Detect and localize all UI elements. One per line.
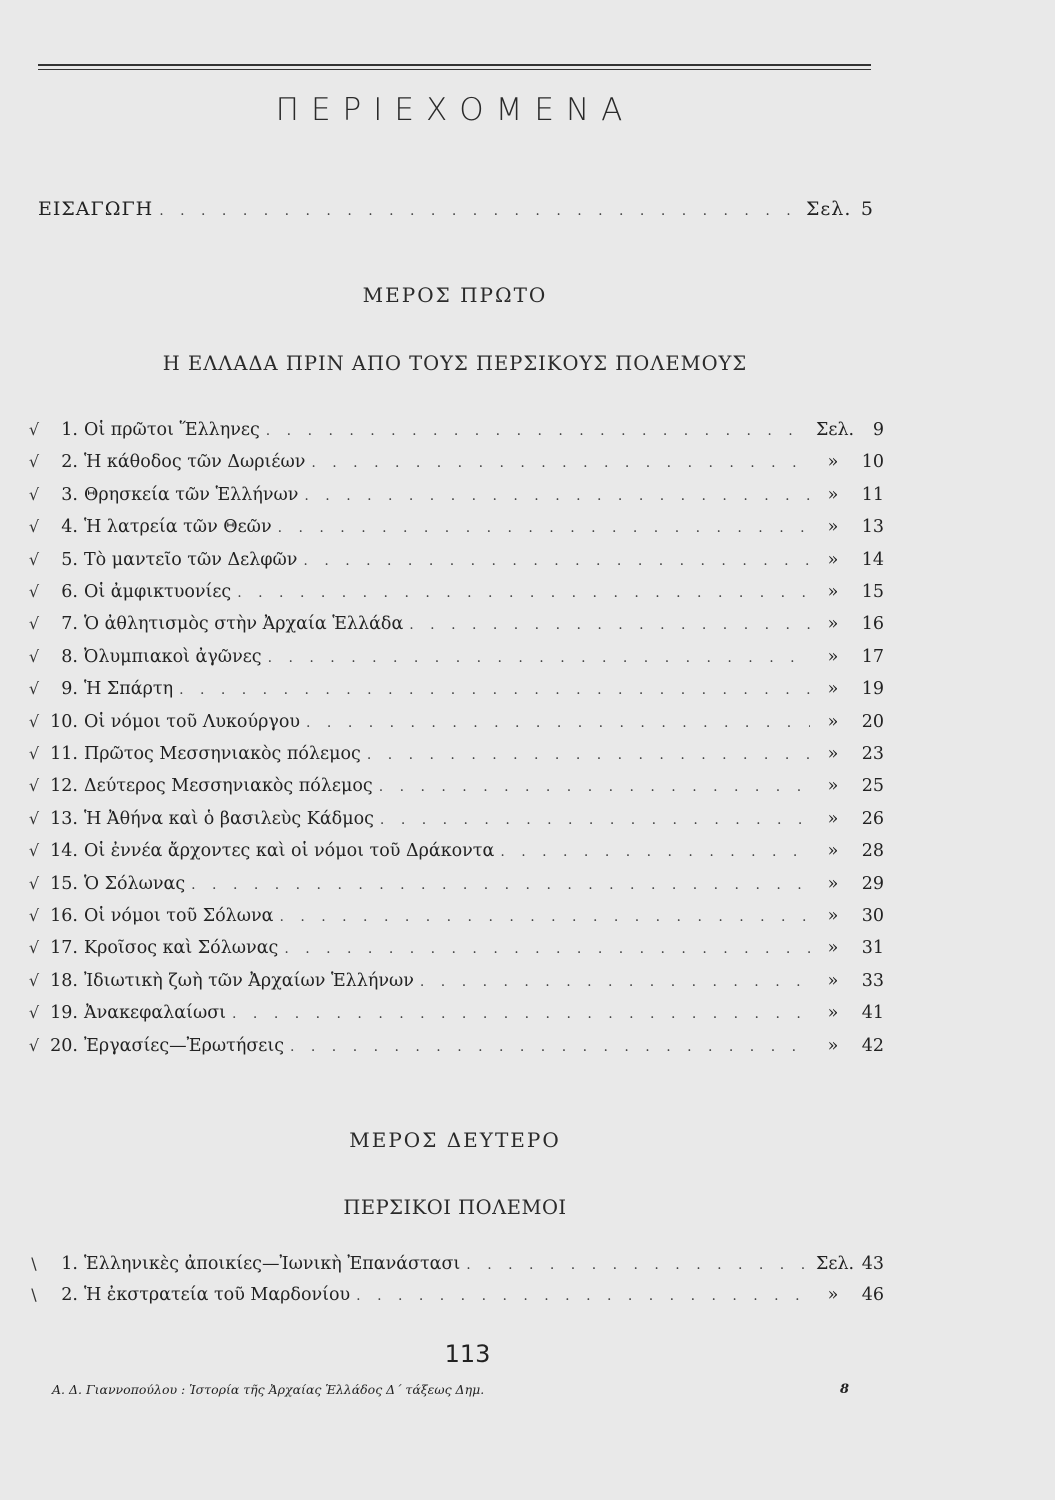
check-mark: √ [28, 582, 40, 601]
page-number-ref: 26 [861, 808, 884, 829]
toc-entry [20, 1036, 884, 1062]
page-prefix: » [827, 1285, 839, 1305]
check-mark: \ [31, 1285, 37, 1304]
top-rule-thin [38, 69, 871, 70]
entry-number: 1 . [48, 1254, 78, 1274]
intro-label: ΕΙΣΑΓΩΓΗ [38, 198, 154, 220]
page-number-ref: 43 [861, 1254, 884, 1274]
entry-number: 4 . [48, 517, 78, 537]
entry-number: 20 . [48, 1036, 78, 1056]
entry-number: 2 . [48, 452, 78, 472]
toc-entry [20, 485, 884, 511]
entry-title: Ὁ ἀθλητισμὸς στὴν Ἀρχαία Ἑλλάδα [84, 614, 404, 635]
page-number-ref: 29 [861, 873, 884, 894]
page-prefix: » [827, 614, 839, 635]
leader-dots [278, 520, 810, 536]
page-prefix: » [827, 711, 839, 732]
toc-entry [20, 614, 884, 640]
entry-title: Πρῶτος Μεσσηνιακὸς πόλεμος [84, 744, 361, 764]
entry-number: 6 . [48, 582, 78, 602]
check-mark: √ [28, 938, 40, 958]
page-number-ref: 31 [861, 938, 884, 959]
entry-title: Οἱ νόμοι τοῦ Σόλωνα [84, 906, 274, 926]
leader-dots [290, 1039, 810, 1055]
leader-dots [232, 1006, 810, 1022]
page-number-ref: 11 [861, 484, 884, 505]
page-prefix: » [827, 452, 839, 473]
entry-title: Ἡ λατρεία τῶν Θεῶν [84, 517, 272, 538]
page-number-ref: 13 [861, 517, 884, 538]
entry-number: 10 . [48, 712, 78, 732]
entry-title: Οἱ νόμοι τοῦ Λυκούργου [84, 711, 301, 732]
page-number-ref: 46 [861, 1285, 884, 1305]
entry-title: Ἑλληνικὲς ἀποικίες—Ἰωνικὴ Ἐπανάστασι [84, 1254, 461, 1274]
leader-dots [268, 650, 810, 666]
check-mark: √ [28, 970, 40, 990]
footer-citation: Α. Δ. Γιαννοπούλου : Ἱστορία τῆς Ἀρχαίας Ἑλλάδος Δ΄ τάξεως Δημ. [52, 1382, 485, 1397]
entry-title: Ἡ Σπάρτη [84, 679, 174, 700]
page-prefix: » [827, 841, 839, 862]
toc-entry [20, 906, 884, 932]
page-number-ref: 30 [861, 906, 884, 926]
leader-dots [303, 553, 810, 569]
entry-title: Ἀνακεφαλαίωσι [84, 1003, 227, 1024]
page-number: 113 [444, 1340, 491, 1368]
page-prefix: » [827, 808, 839, 829]
page-prefix: » [827, 873, 839, 894]
entry-title: Ἡ κάθοδος τῶν Δωριέων [84, 452, 306, 473]
leader-dots [409, 617, 810, 633]
toc-entry [20, 647, 884, 673]
toc-entry [20, 582, 884, 608]
page-number-ref: 15 [861, 582, 884, 602]
check-mark: √ [28, 549, 40, 569]
page-number-ref: 20 [861, 711, 884, 732]
page-prefix: » [827, 1003, 839, 1024]
page-number-ref: 17 [861, 646, 884, 667]
page-prefix: » [827, 744, 839, 764]
page-number-ref: 23 [861, 744, 884, 764]
part2-heading: ΜΕΡΟΣ ΔΕΥΤΕΡΟ [349, 1128, 561, 1152]
entry-number: 14 . [48, 841, 78, 861]
page-number-ref: 33 [861, 970, 884, 991]
leader-dots [304, 488, 810, 504]
page-prefix: Σελ. [816, 420, 855, 440]
entry-title: Ὁ Σόλωνας [84, 873, 186, 894]
page-number-ref: 5 [860, 198, 874, 220]
entry-title: Ἡ ἐκστρατεία τοῦ Μαρδονίου [84, 1285, 351, 1305]
leader-dots [284, 941, 810, 957]
part1-subheading: Η ΕΛΛΑΔΑ ΠΡΙΝ ΑΠΟ ΤΟΥΣ ΠΕΡΣΙΚΟΥΣ ΠΟΛΕΜΟΥΣ [162, 352, 748, 375]
page-number-ref: 41 [861, 1003, 884, 1024]
page-number-ref: 28 [861, 841, 884, 862]
toc-entry [20, 679, 884, 705]
page-number-ref: 42 [861, 1035, 884, 1056]
page-prefix: » [827, 517, 839, 538]
entry-number: 12 . [48, 776, 78, 796]
toc-entry [20, 420, 884, 446]
intro-entry [38, 198, 874, 224]
page-prefix: » [827, 1035, 839, 1056]
leader-dots [159, 203, 800, 219]
toc-entry [20, 1285, 884, 1311]
check-mark: √ [28, 711, 40, 731]
check-mark: √ [28, 776, 40, 796]
toc-entry [20, 776, 884, 802]
page-prefix: » [827, 549, 839, 570]
leader-dots [367, 747, 810, 763]
check-mark: √ [28, 906, 40, 925]
toc-entry [20, 938, 884, 964]
check-mark: √ [28, 646, 40, 666]
entry-title: Κροῖσος καὶ Σόλωνας [84, 938, 279, 959]
page-prefix: » [827, 679, 839, 700]
page-number-ref: 10 [861, 452, 884, 473]
entry-number: 13 . [48, 809, 78, 829]
check-mark: √ [28, 873, 40, 893]
page-prefix: » [827, 970, 839, 991]
leader-dots [500, 844, 810, 860]
entry-number: 2 . [48, 1285, 78, 1305]
entry-number: 11 . [48, 744, 78, 764]
page-prefix: Σελ. [806, 198, 852, 220]
leader-dots [380, 812, 810, 828]
leader-dots [306, 715, 810, 731]
entry-number: 7 . [48, 614, 78, 634]
entry-title: Οἱ ἐννέα ἄρχοντες καὶ οἱ νόμοι τοῦ Δράκοντα [84, 841, 495, 862]
part1-heading: ΜΕΡΟΣ ΠΡΩΤΟ [362, 283, 548, 307]
check-mark: \ [31, 1254, 37, 1273]
toc-entry [20, 712, 884, 738]
leader-dots [266, 423, 810, 439]
check-mark: √ [28, 420, 40, 439]
check-mark: √ [28, 808, 40, 828]
page-prefix: » [827, 484, 839, 505]
leader-dots [311, 455, 810, 471]
leader-dots [237, 585, 810, 601]
toc-entry [20, 1003, 884, 1029]
page-prefix: » [827, 646, 839, 667]
leader-dots [466, 1257, 810, 1273]
page-number-ref: 14 [861, 549, 884, 570]
toc-entry [20, 874, 884, 900]
toc-entry [20, 744, 884, 770]
page-number-ref: 9 [872, 420, 884, 440]
page-prefix: » [827, 906, 839, 926]
leader-dots [356, 1288, 810, 1304]
leader-dots [379, 779, 810, 795]
entry-title: Τὸ μαντεῖο τῶν Δελφῶν [84, 549, 298, 570]
entry-title: Θρησκεία τῶν Ἑλλήνων [84, 484, 299, 505]
check-mark: √ [28, 614, 40, 634]
check-mark: √ [28, 1003, 40, 1023]
toc-entry [20, 809, 884, 835]
part2-subheading: ΠΕΡΣΙΚΟΙ ΠΟΛΕΜΟΙ [343, 1196, 567, 1219]
check-mark: √ [28, 517, 40, 537]
page-number-ref: 19 [861, 679, 884, 700]
entry-number: 9 . [48, 679, 78, 699]
entry-title: Δεύτερος Μεσσηνιακὸς πόλεμος [84, 776, 373, 797]
footer-signature: 8 [840, 1382, 850, 1397]
check-mark: √ [28, 452, 40, 472]
page-prefix: Σελ. [816, 1254, 855, 1274]
toc-entry [20, 1254, 884, 1280]
page-number-ref: 16 [861, 614, 884, 635]
check-mark: √ [28, 679, 40, 699]
toc-entry [20, 550, 884, 576]
leader-dots [191, 877, 810, 893]
entry-number: 5 . [48, 550, 78, 570]
entry-number: 8 . [48, 647, 78, 667]
entry-title: Οἱ ἀμφικτυονίες [84, 582, 232, 602]
check-mark: √ [28, 1035, 40, 1055]
page-prefix: » [827, 938, 839, 959]
leader-dots [179, 682, 810, 698]
entry-title: Ὀλυμπιακοὶ ἀγῶνες [84, 646, 262, 667]
entry-title: Ἡ Ἀθήνα καὶ ὁ βασιλεὺς Κάδμος [84, 808, 374, 829]
page-prefix: » [827, 582, 839, 602]
leader-dots [420, 974, 810, 990]
entry-number: 17 . [48, 938, 78, 958]
toc-entry [20, 841, 884, 867]
check-mark: √ [28, 744, 40, 763]
entry-number: 15 . [48, 874, 78, 894]
top-rule [38, 64, 871, 66]
page-number-ref: 25 [861, 776, 884, 797]
entry-number: 16 . [48, 906, 78, 926]
entry-title: Οἱ πρῶτοι Ἕλληνες [84, 420, 260, 440]
toc-entry [20, 517, 884, 543]
toc-entry [20, 971, 884, 997]
page-title: ΠΕΡΙΕΧΟΜΕΝΑ [275, 92, 635, 128]
toc-entry [20, 452, 884, 478]
page-prefix: » [827, 776, 839, 797]
entry-number: 1 . [48, 420, 78, 440]
entry-number: 3 . [48, 485, 78, 505]
check-mark: √ [28, 841, 40, 861]
entry-title: Ἰδιωτικὴ ζωὴ τῶν Ἀρχαίων Ἑλλήνων [84, 970, 414, 991]
leader-dots [279, 909, 810, 925]
check-mark: √ [28, 484, 40, 504]
entry-number: 19 . [48, 1003, 78, 1023]
entry-title: Ἐργασίες—Ἐρωτήσεις [84, 1035, 284, 1056]
entry-number: 18 . [48, 971, 78, 991]
